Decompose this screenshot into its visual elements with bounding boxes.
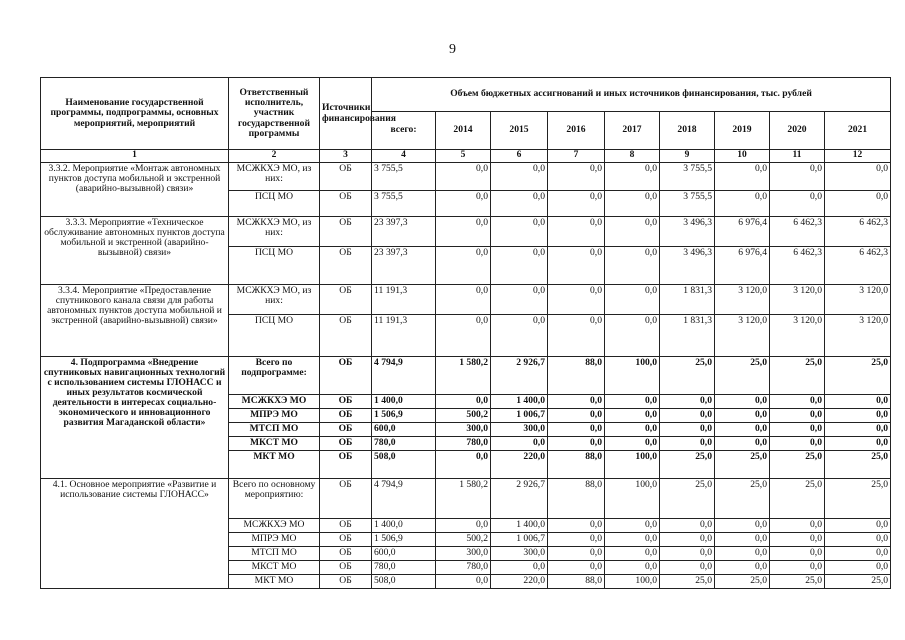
value-year-2021: 0,0 <box>825 395 891 409</box>
value-year-2015: 0,0 <box>491 315 548 357</box>
source-cell: ОБ <box>320 217 372 247</box>
value-year-2015: 220,0 <box>491 451 548 479</box>
source-cell: ОБ <box>320 191 372 217</box>
column-number: 9 <box>660 150 715 163</box>
value-year-2020: 0,0 <box>770 163 825 191</box>
value-year-2018: 0,0 <box>660 533 715 547</box>
column-number: 8 <box>605 150 660 163</box>
value-total: 4 794,9 <box>372 357 436 395</box>
column-number: 12 <box>825 150 891 163</box>
value-year-2017: 100,0 <box>605 357 660 395</box>
header-responsible: Ответственный исполнитель, участник государственной программы <box>229 78 320 150</box>
value-year-2015: 0,0 <box>491 217 548 247</box>
value-year-2019: 6 976,4 <box>715 247 770 285</box>
value-year-2016: 0,0 <box>548 163 605 191</box>
value-year-2018: 0,0 <box>660 409 715 423</box>
header-source: Источники финансирования <box>320 78 372 150</box>
value-year-2017: 100,0 <box>605 479 660 519</box>
value-year-2016: 88,0 <box>548 451 605 479</box>
header-volume: Объем бюджетных ассигнований и иных источников финансирования, тыс. рублей <box>372 78 891 112</box>
row-name: 4.1. Основное мероприятие «Развитие и использование системы ГЛОНАСС» <box>41 479 229 589</box>
value-year-2019: 25,0 <box>715 575 770 589</box>
value-year-2015: 1 006,7 <box>491 533 548 547</box>
value-year-2019: 0,0 <box>715 561 770 575</box>
value-total: 600,0 <box>372 423 436 437</box>
value-year-2015: 300,0 <box>491 423 548 437</box>
value-year-2019: 0,0 <box>715 395 770 409</box>
value-year-2020: 0,0 <box>770 409 825 423</box>
value-year-2014: 0,0 <box>436 519 491 533</box>
source-cell: ОБ <box>320 285 372 315</box>
value-year-2017: 0,0 <box>605 533 660 547</box>
value-year-2019: 0,0 <box>715 519 770 533</box>
value-year-2020: 0,0 <box>770 423 825 437</box>
page-number: 9 <box>449 42 456 57</box>
value-year-2020: 0,0 <box>770 395 825 409</box>
column-numbers-row <box>41 150 891 163</box>
responsible-cell: МСЖКХЭ МО, из них: <box>229 217 320 247</box>
value-year-2021: 0,0 <box>825 423 891 437</box>
table-row <box>41 163 891 191</box>
column-number: 10 <box>715 150 770 163</box>
value-year-2021: 0,0 <box>825 437 891 451</box>
value-year-2018: 25,0 <box>660 479 715 519</box>
value-year-2017: 0,0 <box>605 395 660 409</box>
value-year-2020: 25,0 <box>770 575 825 589</box>
value-year-2016: 0,0 <box>548 423 605 437</box>
value-year-2014: 780,0 <box>436 561 491 575</box>
value-year-2014: 300,0 <box>436 547 491 561</box>
value-total: 508,0 <box>372 575 436 589</box>
row-name: 3.3.4. Мероприятие «Предоставление спутникового канала связи для работы автономных пунктов доступа мобильной и экстренной (аварийно-вызывной) связи» <box>41 285 229 357</box>
column-number: 7 <box>548 150 605 163</box>
value-year-2021: 0,0 <box>825 561 891 575</box>
table-row <box>41 217 891 247</box>
value-year-2017: 0,0 <box>605 285 660 315</box>
value-year-2017: 0,0 <box>605 247 660 285</box>
responsible-cell: МСЖКХЭ МО, из них: <box>229 163 320 191</box>
responsible-cell: Всего по подпрограмме: <box>229 357 320 395</box>
responsible-cell: МСЖКХЭ МО <box>229 395 320 409</box>
value-year-2018: 0,0 <box>660 423 715 437</box>
header-year-2021: 2021 <box>825 112 891 150</box>
column-number: 4 <box>372 150 436 163</box>
value-year-2017: 0,0 <box>605 191 660 217</box>
value-total: 1 506,9 <box>372 533 436 547</box>
value-total: 3 755,5 <box>372 163 436 191</box>
value-year-2017: 0,0 <box>605 217 660 247</box>
responsible-cell: ПСЦ МО <box>229 315 320 357</box>
header-year-2017: 2017 <box>605 112 660 150</box>
value-year-2016: 0,0 <box>548 247 605 285</box>
value-year-2019: 0,0 <box>715 191 770 217</box>
column-number: 1 <box>41 150 229 163</box>
value-total: 508,0 <box>372 451 436 479</box>
responsible-cell: МПРЭ МО <box>229 533 320 547</box>
header-year-2014: 2014 <box>436 112 491 150</box>
value-year-2019: 0,0 <box>715 163 770 191</box>
table-row <box>41 479 891 519</box>
value-year-2016: 0,0 <box>548 547 605 561</box>
value-year-2014: 0,0 <box>436 451 491 479</box>
source-cell: ОБ <box>320 163 372 191</box>
value-year-2020: 0,0 <box>770 547 825 561</box>
value-year-2016: 0,0 <box>548 409 605 423</box>
value-year-2016: 88,0 <box>548 575 605 589</box>
value-year-2021: 0,0 <box>825 191 891 217</box>
value-year-2018: 25,0 <box>660 451 715 479</box>
value-year-2016: 0,0 <box>548 285 605 315</box>
value-year-2020: 0,0 <box>770 191 825 217</box>
value-total: 1 506,9 <box>372 409 436 423</box>
value-year-2016: 88,0 <box>548 479 605 519</box>
source-cell: ОБ <box>320 533 372 547</box>
value-year-2018: 25,0 <box>660 575 715 589</box>
value-year-2014: 500,2 <box>436 409 491 423</box>
value-year-2019: 25,0 <box>715 357 770 395</box>
value-total: 23 397,3 <box>372 217 436 247</box>
column-number: 3 <box>320 150 372 163</box>
value-year-2020: 3 120,0 <box>770 315 825 357</box>
table-row <box>41 285 891 315</box>
value-year-2015: 1 400,0 <box>491 519 548 533</box>
value-year-2016: 0,0 <box>548 561 605 575</box>
value-year-2015: 1 400,0 <box>491 395 548 409</box>
header-year-2015: 2015 <box>491 112 548 150</box>
responsible-cell: МТСП МО <box>229 423 320 437</box>
value-year-2015: 2 926,7 <box>491 479 548 519</box>
value-year-2019: 25,0 <box>715 451 770 479</box>
value-year-2021: 0,0 <box>825 533 891 547</box>
value-year-2015: 0,0 <box>491 437 548 451</box>
value-year-2017: 100,0 <box>605 451 660 479</box>
value-year-2017: 0,0 <box>605 437 660 451</box>
value-year-2015: 0,0 <box>491 561 548 575</box>
value-year-2014: 0,0 <box>436 247 491 285</box>
responsible-cell: МСЖКХЭ МО <box>229 519 320 533</box>
value-year-2016: 0,0 <box>548 519 605 533</box>
row-name: 3.3.2. Мероприятие «Монтаж автономных пунктов доступа мобильной и экстренной (аварийно-вызывной) связи» <box>41 163 229 217</box>
value-year-2014: 300,0 <box>436 423 491 437</box>
value-year-2019: 0,0 <box>715 409 770 423</box>
value-total: 780,0 <box>372 437 436 451</box>
value-year-2020: 6 462,3 <box>770 247 825 285</box>
value-year-2021: 3 120,0 <box>825 285 891 315</box>
value-year-2015: 0,0 <box>491 191 548 217</box>
source-cell: ОБ <box>320 547 372 561</box>
responsible-cell: МКТ МО <box>229 451 320 479</box>
value-year-2021: 6 462,3 <box>825 217 891 247</box>
value-year-2017: 0,0 <box>605 547 660 561</box>
value-year-2018: 0,0 <box>660 437 715 451</box>
value-year-2018: 3 755,5 <box>660 191 715 217</box>
value-year-2018: 0,0 <box>660 395 715 409</box>
row-name: 4. Подпрограмма «Внедрение спутниковых навигационных технологий с использованием системы ГЛОНАСС и иных результатов космической деятельности в интересах социально-экономического и инновационного развития Магаданской области» <box>41 357 229 479</box>
value-year-2014: 0,0 <box>436 163 491 191</box>
value-year-2018: 3 496,3 <box>660 247 715 285</box>
value-total: 780,0 <box>372 561 436 575</box>
source-cell: ОБ <box>320 561 372 575</box>
header-name: Наименование государственной программы, подпрограммы, основных мероприятий, мероприятий <box>41 78 229 150</box>
value-year-2017: 0,0 <box>605 423 660 437</box>
source-cell: ОБ <box>320 479 372 519</box>
column-number: 5 <box>436 150 491 163</box>
responsible-cell: МТСП МО <box>229 547 320 561</box>
source-cell: ОБ <box>320 315 372 357</box>
responsible-cell: МПРЭ МО <box>229 409 320 423</box>
value-year-2014: 500,2 <box>436 533 491 547</box>
value-year-2015: 220,0 <box>491 575 548 589</box>
value-total: 1 400,0 <box>372 395 436 409</box>
header-total: всего: <box>372 112 436 150</box>
value-year-2015: 0,0 <box>491 285 548 315</box>
value-year-2016: 0,0 <box>548 533 605 547</box>
value-year-2016: 0,0 <box>548 315 605 357</box>
header-year-2019: 2019 <box>715 112 770 150</box>
value-year-2017: 0,0 <box>605 163 660 191</box>
responsible-cell: МКТ МО <box>229 575 320 589</box>
source-cell: ОБ <box>320 357 372 395</box>
value-year-2018: 3 755,5 <box>660 163 715 191</box>
value-year-2018: 3 496,3 <box>660 217 715 247</box>
value-year-2018: 0,0 <box>660 561 715 575</box>
value-year-2014: 0,0 <box>436 395 491 409</box>
value-year-2021: 25,0 <box>825 357 891 395</box>
value-year-2015: 1 006,7 <box>491 409 548 423</box>
value-year-2015: 0,0 <box>491 247 548 285</box>
value-year-2020: 0,0 <box>770 519 825 533</box>
value-year-2021: 0,0 <box>825 519 891 533</box>
value-year-2016: 0,0 <box>548 395 605 409</box>
value-year-2014: 1 580,2 <box>436 479 491 519</box>
budget-table <box>40 77 891 589</box>
value-year-2020: 0,0 <box>770 561 825 575</box>
value-year-2021: 25,0 <box>825 451 891 479</box>
source-cell: ОБ <box>320 395 372 409</box>
value-year-2014: 1 580,2 <box>436 357 491 395</box>
value-year-2019: 0,0 <box>715 423 770 437</box>
source-cell: ОБ <box>320 575 372 589</box>
value-year-2016: 88,0 <box>548 357 605 395</box>
column-number: 11 <box>770 150 825 163</box>
value-year-2021: 0,0 <box>825 409 891 423</box>
value-year-2019: 0,0 <box>715 437 770 451</box>
value-year-2015: 300,0 <box>491 547 548 561</box>
responsible-cell: ПСЦ МО <box>229 247 320 285</box>
value-year-2017: 0,0 <box>605 315 660 357</box>
value-year-2020: 25,0 <box>770 357 825 395</box>
value-year-2020: 25,0 <box>770 479 825 519</box>
value-year-2018: 1 831,3 <box>660 315 715 357</box>
value-year-2020: 0,0 <box>770 533 825 547</box>
value-year-2019: 3 120,0 <box>715 315 770 357</box>
value-year-2014: 0,0 <box>436 575 491 589</box>
value-year-2014: 780,0 <box>436 437 491 451</box>
value-year-2014: 0,0 <box>436 217 491 247</box>
responsible-cell: Всего по основному мероприятию: <box>229 479 320 519</box>
row-name: 3.3.3. Мероприятие «Техническое обслуживание автономных пунктов доступа мобильной и экстренной (аварийно-вызывной) связи» <box>41 217 229 285</box>
value-year-2020: 0,0 <box>770 437 825 451</box>
value-total: 3 755,5 <box>372 191 436 217</box>
value-year-2016: 0,0 <box>548 437 605 451</box>
value-year-2021: 25,0 <box>825 575 891 589</box>
value-year-2018: 0,0 <box>660 519 715 533</box>
value-year-2019: 0,0 <box>715 547 770 561</box>
source-cell: ОБ <box>320 519 372 533</box>
value-year-2016: 0,0 <box>548 217 605 247</box>
value-year-2020: 6 462,3 <box>770 217 825 247</box>
header-year-2020: 2020 <box>770 112 825 150</box>
value-year-2021: 0,0 <box>825 547 891 561</box>
source-cell: ОБ <box>320 451 372 479</box>
table-body <box>41 163 891 589</box>
value-year-2019: 25,0 <box>715 479 770 519</box>
value-total: 11 191,3 <box>372 285 436 315</box>
column-number: 2 <box>229 150 320 163</box>
value-year-2019: 6 976,4 <box>715 217 770 247</box>
value-total: 11 191,3 <box>372 315 436 357</box>
value-total: 4 794,9 <box>372 479 436 519</box>
value-year-2019: 3 120,0 <box>715 285 770 315</box>
value-year-2017: 0,0 <box>605 409 660 423</box>
value-year-2017: 100,0 <box>605 575 660 589</box>
source-cell: ОБ <box>320 247 372 285</box>
source-cell: ОБ <box>320 437 372 451</box>
responsible-cell: ПСЦ МО <box>229 191 320 217</box>
value-year-2021: 25,0 <box>825 479 891 519</box>
value-year-2015: 0,0 <box>491 163 548 191</box>
value-year-2014: 0,0 <box>436 191 491 217</box>
header-year-2018: 2018 <box>660 112 715 150</box>
value-year-2018: 25,0 <box>660 357 715 395</box>
value-year-2021: 0,0 <box>825 163 891 191</box>
value-total: 23 397,3 <box>372 247 436 285</box>
value-year-2018: 0,0 <box>660 547 715 561</box>
value-year-2016: 0,0 <box>548 191 605 217</box>
value-year-2021: 3 120,0 <box>825 315 891 357</box>
value-year-2018: 1 831,3 <box>660 285 715 315</box>
value-total: 1 400,0 <box>372 519 436 533</box>
value-year-2020: 3 120,0 <box>770 285 825 315</box>
value-year-2017: 0,0 <box>605 561 660 575</box>
value-year-2014: 0,0 <box>436 315 491 357</box>
table-row <box>41 357 891 395</box>
value-year-2019: 0,0 <box>715 533 770 547</box>
header-year-2016: 2016 <box>548 112 605 150</box>
value-year-2021: 6 462,3 <box>825 247 891 285</box>
value-year-2014: 0,0 <box>436 285 491 315</box>
value-total: 600,0 <box>372 547 436 561</box>
value-year-2020: 25,0 <box>770 451 825 479</box>
source-cell: ОБ <box>320 423 372 437</box>
column-number: 6 <box>491 150 548 163</box>
responsible-cell: МКСТ МО <box>229 561 320 575</box>
responsible-cell: МКСТ МО <box>229 437 320 451</box>
value-year-2015: 2 926,7 <box>491 357 548 395</box>
value-year-2017: 0,0 <box>605 519 660 533</box>
source-cell: ОБ <box>320 409 372 423</box>
responsible-cell: МСЖКХЭ МО, из них: <box>229 285 320 315</box>
